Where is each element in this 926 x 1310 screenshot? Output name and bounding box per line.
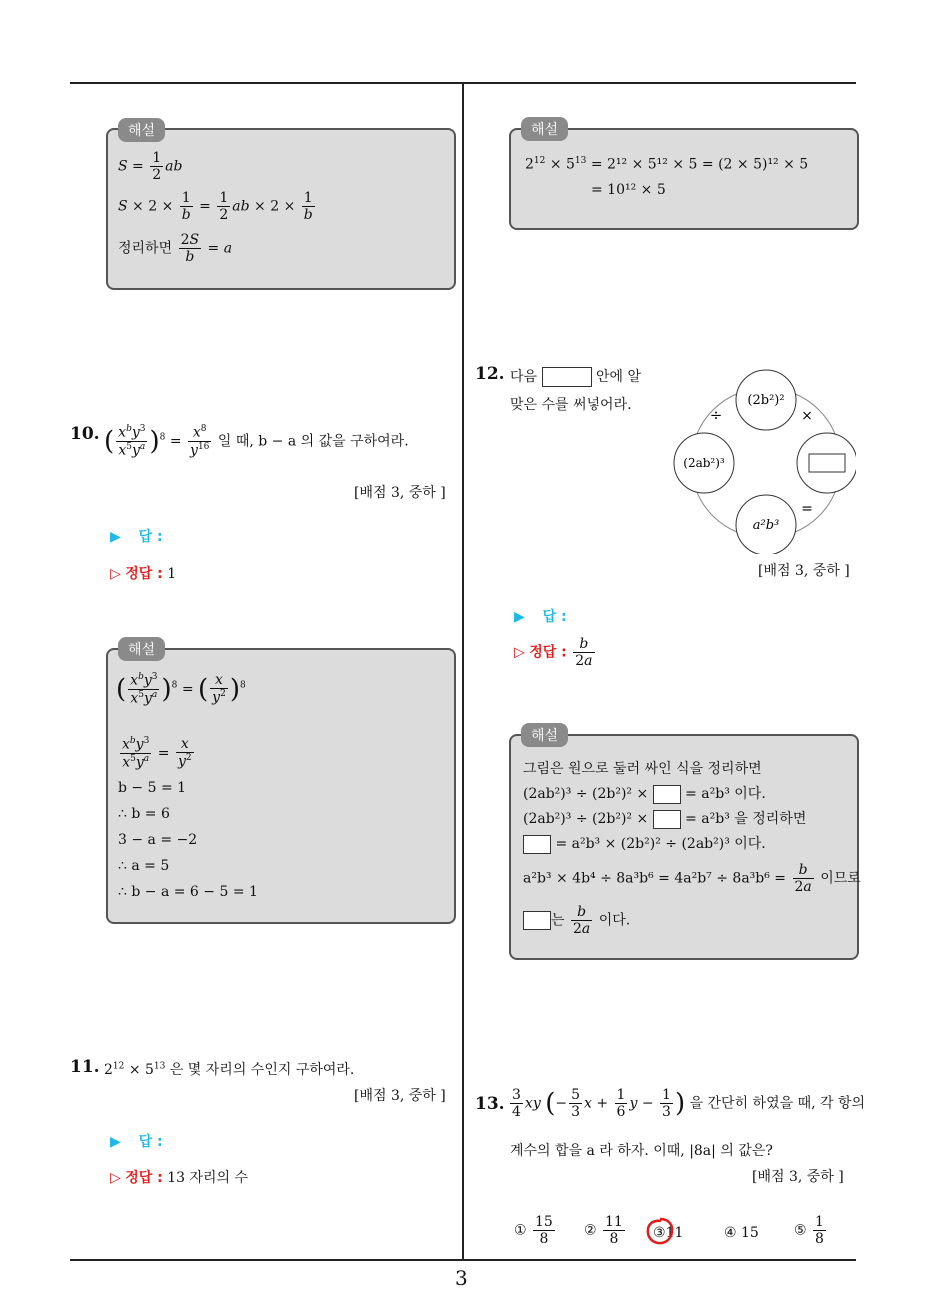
q9-sol-prefix: 정리하면: [118, 240, 173, 257]
q12-diagram: [670, 368, 856, 554]
q13-question: $\frac{3}{4}$ xy (− $\frac{5}{3}$ x + $\frac{1}{6}$ y − $\frac{1}{3}$ ) 을 간단히 하였을 때, 각 항의: [512, 1087, 866, 1121]
bottom-rule: [70, 1259, 856, 1261]
q10-meta: [배점 3, 중하 ]: [354, 485, 446, 501]
q13-choice-5[interactable]: ⑤ $\frac{1}{8}$: [794, 1214, 824, 1248]
q12-question-line2: 맞은 수를 써넣어라.: [510, 397, 632, 413]
divide-op: ÷: [709, 406, 723, 424]
q13-tail: 을 간단히 하였을 때, 각 항의: [689, 1095, 866, 1112]
q10-number: 10.: [70, 424, 100, 444]
q13-number: 13.: [475, 1094, 505, 1114]
top-circle-label: (2b²)²: [747, 393, 785, 408]
q13-line2: 계수의 합을 a 라 하자. 이때, |8a| 의 값은?: [510, 1143, 773, 1159]
play-arrow-icon: ▶: [110, 529, 121, 545]
q11-text: 은 몇 자리의 수인지 구하여라.: [169, 1062, 355, 1078]
q13-choice-1[interactable]: ① $\frac{15}{8}$: [514, 1214, 553, 1248]
q10-answer-label: 답 :: [138, 529, 163, 545]
q11-correct-label: 정답 :: [125, 1170, 163, 1186]
q12-number: 12.: [475, 364, 505, 384]
selected-choice-circle-icon: [645, 1216, 675, 1246]
q11-sol-line1: = 2¹² × 5¹² × 5 = (2 × 5)¹² × 5: [590, 156, 809, 173]
q10-sol-3: 3 − a = −2: [118, 832, 198, 848]
bottom-circle-label: a²b³: [752, 518, 780, 533]
q10-sol-1: b − 5 = 1: [118, 780, 187, 796]
q10-answer-row: [110, 526, 163, 546]
q10-question: ( $\frac{x^by^3}{x^5y^a}$ )$^8$ = $\frac{x^8}{y^{16}}$ 일 때, b − a 의 값을 구하여라.: [104, 424, 409, 459]
q12-sol-blank-4: [523, 911, 551, 930]
play-arrow-icon: ▶: [514, 609, 525, 625]
q12-sol-blank-1: [653, 785, 681, 804]
q11-answer-label: 답 :: [138, 1134, 163, 1150]
q13-meta: [배점 3, 중하 ]: [752, 1169, 844, 1185]
q12-sol-blank-3: [523, 835, 551, 854]
q12-answer-label: 답 :: [542, 609, 567, 625]
q11-number: 11.: [70, 1057, 100, 1077]
multiply-op: ×: [801, 408, 813, 424]
q13-choice-2[interactable]: ② $\frac{11}{8}$: [584, 1214, 623, 1248]
q13-choice-3[interactable]: ③11: [653, 1225, 684, 1241]
q12-sol-l1: 그림은 원으로 둘러 싸인 식을 정리하면: [523, 761, 762, 777]
q12-solution-box: 그림은 원으로 둘러 싸인 식을 정리하면 (2ab²)³ ÷ (2b²)² × = a²b³ 이다. (2ab²)³ ÷ (2b²)² × = a²b³ 을 정리하면 = a²b³ × (2b²)² ÷ (2ab²)³ 이다. a²b³ × 4b⁴ ÷ 8a³b⁶ = 4a²b⁷ ÷ 8a³b⁶ = $\frac{b}{2a}$ 이므로 는 $\frac{b}{2a}$ 이다.: [509, 734, 859, 960]
right-circle-blank: [809, 454, 845, 472]
q10-sol-5: ∴ b − a = 6 − 5 = 1: [118, 884, 258, 900]
q11-correct-value: 13 자리의 수: [167, 1170, 249, 1186]
q12-correct-row: ▷ 정답 : $\frac{b}{2a}$: [514, 636, 593, 670]
q10-tail: 일 때, b − a 의 값을 구하여라.: [217, 433, 409, 450]
column-divider: [462, 83, 464, 1261]
q10-correct-label: 정답 :: [125, 566, 163, 582]
outline-arrow-icon: ▷: [514, 644, 525, 661]
q12-sol-blank-2: [653, 810, 681, 829]
left-circle-label: (2ab²)³: [683, 456, 725, 470]
outline-arrow-icon: ▷: [110, 1170, 121, 1186]
equals-op: =: [801, 501, 813, 517]
q9-solution-box: S = $\frac{1}{2}$ ab S × 2 × $\frac{1}{b}$ = $\frac{1}{2}$ ab × 2 × $\frac{1}{b}$ 정리하면 $\frac{2S}{b}$ = a: [106, 128, 456, 290]
q12-answer-row: [514, 606, 567, 626]
q12-question-line1: 다음 안에 알: [510, 369, 641, 385]
q13-choice-4[interactable]: ④ 15: [724, 1225, 759, 1241]
q11-question: $2^{12} \times 5^{13}$ 은 몇 자리의 수인지 구하여라.: [104, 1061, 355, 1078]
q12-meta: [배점 3, 중하 ]: [758, 563, 850, 579]
q10-haeseol-tag: 해설: [118, 637, 165, 661]
q11-meta: [배점 3, 중하 ]: [354, 1088, 446, 1104]
q11-haeseol-tag: 해설: [521, 117, 568, 141]
q11-correct-row: [110, 1167, 248, 1187]
q10-correct-value: 1: [167, 566, 177, 582]
q11-sol-line2: = 10¹² × 5: [591, 182, 666, 198]
q12-correct-label: 정답 :: [529, 644, 567, 661]
q10-sol-4: ∴ a = 5: [118, 858, 170, 874]
page-number: 3: [455, 1266, 468, 1290]
play-arrow-icon: ▶: [110, 1134, 121, 1150]
q10-correct-row: [110, 563, 176, 583]
q9-haeseol-tag: 해설: [118, 118, 165, 142]
outline-arrow-icon: ▷: [110, 566, 121, 582]
q12-haeseol-tag: 해설: [521, 723, 568, 747]
q11-solution-box: $2^{12} \times 5^{13} = 2^{12} \times 5^{12} \times 5 = (2 \times 5)^{12} \times 5$ = 10¹² × 5: [509, 128, 859, 230]
q10-solution-box: ( $\frac{x^by^3}{x^5y^a}$ )$^8$ = ( $\frac{x}{y^2}$ )$^8$ $\frac{x^by^3}{x^5y^a}$ = $\frac{x}{y^2}$ b − 5 = 1 ∴ b = 6 3 − a = −2 ∴ a = 5 ∴ b − a = 6 − 5 = 1: [106, 648, 456, 924]
q11-answer-row: [110, 1131, 163, 1151]
q10-sol-2: ∴ b = 6: [118, 806, 170, 822]
q12-answer-blank: [542, 367, 592, 387]
